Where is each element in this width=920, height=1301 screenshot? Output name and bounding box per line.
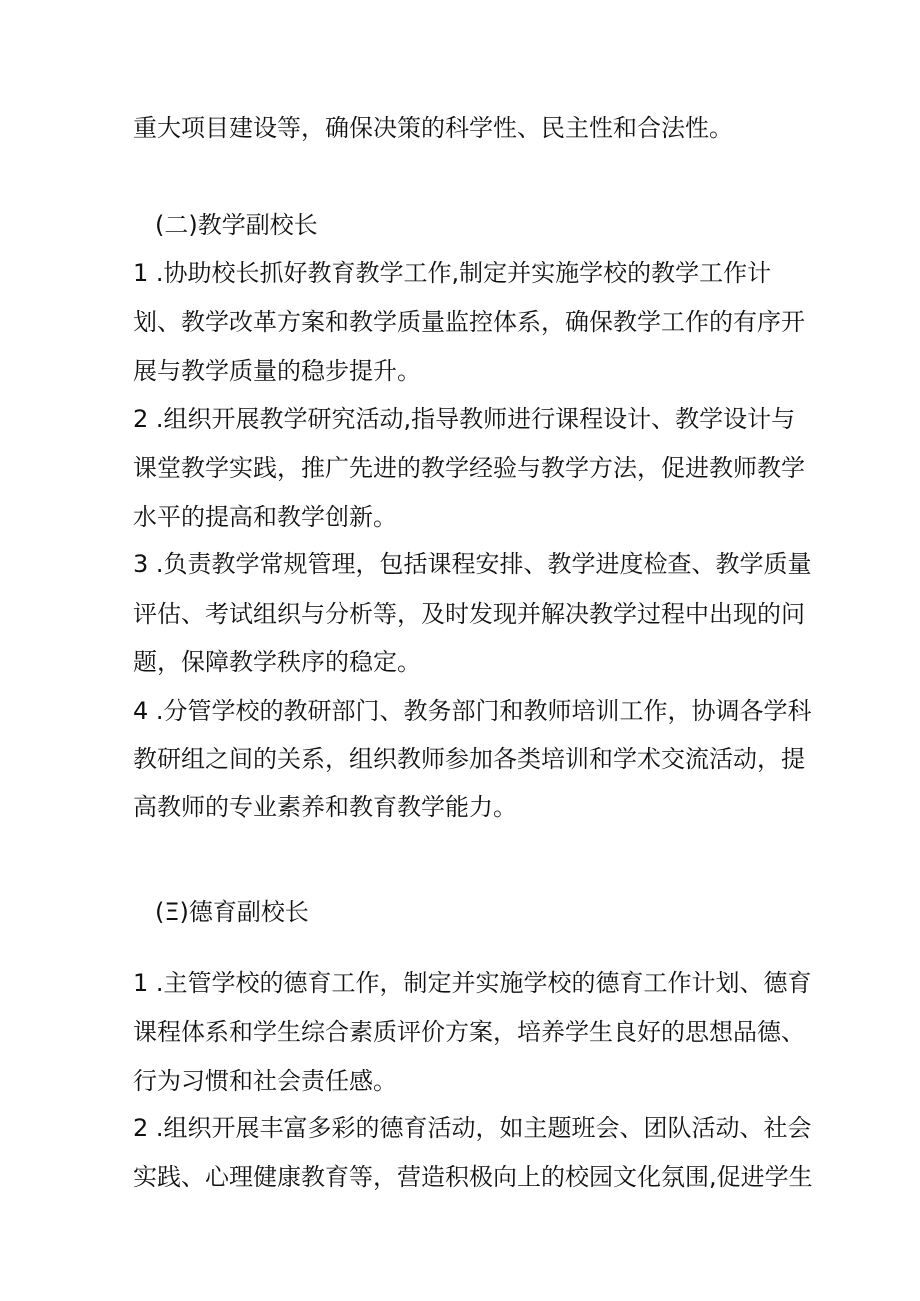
paragraph-line: 水平的提高和教学创新。 <box>133 503 397 531</box>
paragraph-line: 行为习惯和社会责任感。 <box>133 1067 397 1095</box>
paragraph-line: 划、教学改革方案和教学质量监控体系，确保教学工作的有序开 <box>133 308 805 336</box>
paragraph-line: 1 .协助校长抓好教育教学工作,制定并实施学校的教学工作计 <box>133 259 772 287</box>
paragraph-line: 题，保障教学秩序的稳定。 <box>133 648 421 676</box>
paragraph-line: 教研组之间的关系，组织教师参加各类培训和学术交流活动，提 <box>133 745 805 773</box>
paragraph-line: 3 .负责教学常规管理，包括课程安排、教学进度检查、教学质量 <box>133 550 812 578</box>
paragraph-line: 高教师的专业素养和教育教学能力。 <box>133 793 517 821</box>
paragraph-line: 课堂教学实践，推广先进的教学经验与教学方法，促进教师教学 <box>133 454 805 482</box>
paragraph-line: 4 .分管学校的教研部门、教务部门和教师培训工作，协调各学科 <box>133 697 812 725</box>
paragraph-line: 1 .主管学校的德育工作，制定并实施学校的德育工作计划、德育 <box>133 969 812 997</box>
paragraph-line: 评估、考试组织与分析等，及时发现并解决教学过程中出现的问 <box>133 600 805 628</box>
paragraph-line: 实践、心理健康教育等，营造积极向上的校园文化氛围,促进学生 <box>133 1163 813 1191</box>
paragraph-line: 展与教学质量的稳步提升。 <box>133 357 421 385</box>
paragraph-line: 2 .组织开展教学研究活动,指导教师进行课程设计、教学设计与 <box>133 405 796 433</box>
section-heading: (Ξ)德育副校长 <box>155 898 309 926</box>
paragraph-line: 重大项目建设等，确保决策的科学性、民主性和合法性。 <box>133 114 733 142</box>
section-heading: (二)教学副校长 <box>155 211 318 239</box>
paragraph-line: 2 .组织开展丰富多彩的德育活动，如主题班会、团队活动、社会 <box>133 1114 812 1142</box>
paragraph-line: 课程体系和学生综合素质评价方案，培养学生良好的思想品德、 <box>133 1018 805 1046</box>
